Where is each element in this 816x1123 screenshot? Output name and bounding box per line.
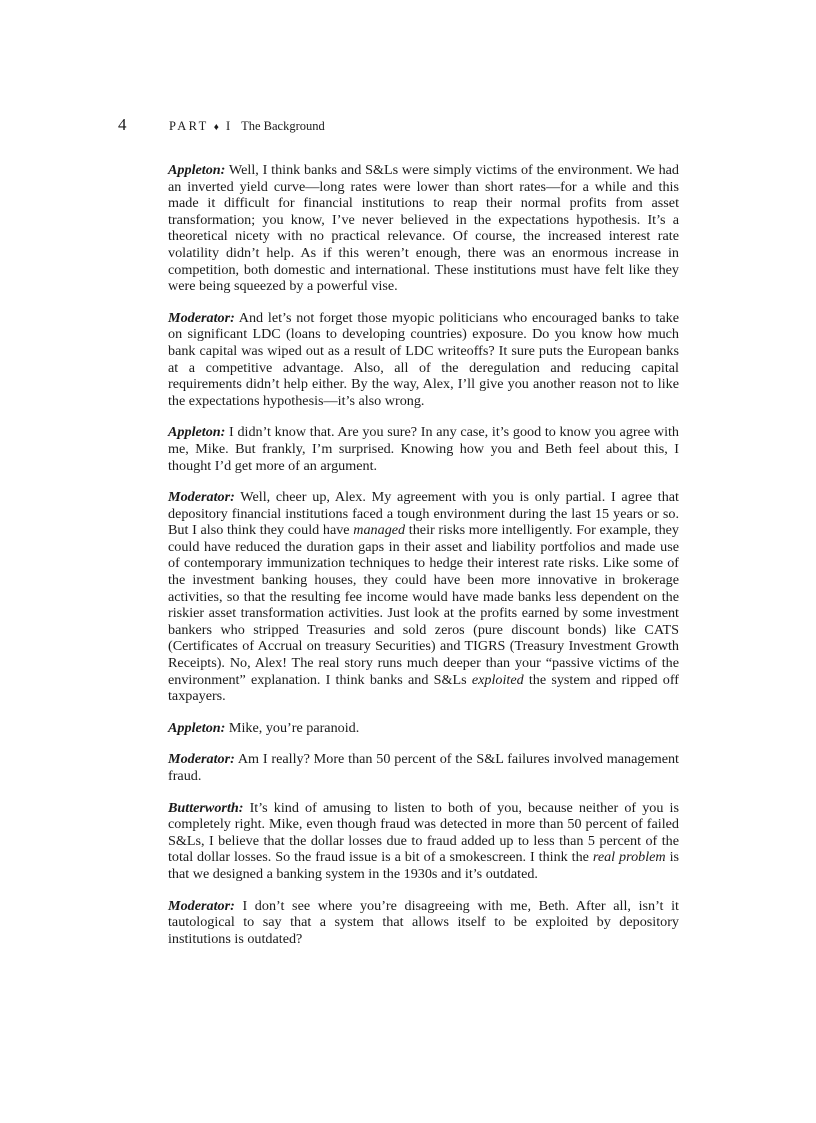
speaker-name: Appleton: [168, 424, 226, 441]
speaker-name: Butterworth: [168, 799, 244, 816]
dialogue-text: Well, cheer up, Alex. My agreement with you is only partial. I agree that depository financial institutions faced a tough environment during the last 15 years or so. But I also think they could have [168, 489, 679, 539]
dialogue-paragraph [168, 310, 679, 410]
speaker-name: Appleton: [168, 162, 226, 178]
dialogue-paragraph [168, 489, 679, 705]
speaker-name: Moderator: [168, 309, 235, 326]
dialogue-text: Am I really? More than 50 percent of the S&L failures involved management fraud. [168, 751, 679, 784]
emphasis-text: exploited [471, 671, 524, 688]
emphasis-text: real problem [592, 849, 666, 866]
speaker-name: Appleton: [168, 719, 226, 736]
speaker-name: Moderator: [168, 751, 235, 768]
dialogue-text: And let’s not forget those myopic politicians who encouraged banks to take on significant LDC (loans to developing countries) exposure. Do you know how much bank capital was wiped out as a result of LDC writeoffs? It sure puts the European banks at a competitive advantage. Also, all of the deregulation and reducing capital requirements didn’t help either. By the way, Alex, I’ll give you another reason not to like the expectations hypothesis—it’s also wrong. [168, 309, 679, 409]
dialogue-text: Mike, you’re paranoid. [225, 719, 360, 736]
dialogue-paragraph [168, 162, 679, 295]
speaker-name: Moderator: [168, 897, 235, 914]
part-number: I [226, 119, 231, 133]
dialogue-text: I don’t see where you’re disagreeing with me, Beth. After all, isn’t it tautological to say that a system that allows itself to be exploited by depository institutions is outdated? [168, 897, 679, 947]
dialogue-text: is that we designed a banking system in the 1930s and it’s outdated. [168, 849, 679, 882]
diamond-separator-icon: ♦ [213, 122, 219, 133]
page-number: 4 [118, 115, 127, 134]
part-label: PART [169, 119, 209, 133]
dialogue-text: It’s kind of amusing to listen to both of you, because neither of you is completely right. Mike, even though fraud was detected in more than 50 percent of failed S&Ls, I believe that the dollar losses due to fraud added up to less than 5 percent of the total dollar losses. So the fraud issue is a bit of a smokescreen. I think the [168, 799, 679, 866]
dialogue-text: the system and ripped off taxpayers. [168, 671, 679, 705]
running-head [169, 118, 325, 136]
dialogue-body [168, 162, 679, 962]
dialogue-paragraph [168, 751, 679, 784]
dialogue-text: I didn’t know that. Are you sure? In any case, it’s good to know you agree with me, Mike. But frankly, I’m surprised. Knowing how you and Beth feel about this, I thought I’d get more of an argument. [168, 424, 679, 474]
dialogue-text: their risks more intelligently. For example, they could have reduced the duration gaps in their asset and liability portfolios and made use of contemporary immunization techniques to hedge their interest rate risks. Like some of the investment banking houses, they could have been more innovative in brokerage activities, so that the resulting fee income would have made banks less dependent on the riskier asset transformation activities. Just look at the profits earned by some investment bankers who stripped Treasuries and sold zeros (pure discount bonds) like CATS (Certificates of Accrual on treasury Securities) and TIGRS (Treasury Investment Growth Receipts). No, Alex! The real story runs much deeper than your “passive victims of the environment” explanation. I think banks and S&Ls [168, 522, 679, 688]
dialogue-paragraph [168, 424, 679, 474]
dialogue-paragraph [168, 898, 679, 948]
dialogue-text: Well, I think banks and S&Ls were simply victims of the environment. We had an inverted yield curve—long rates were lower than short rates—for a while and this made it difficult for financial institutions to reap their normal profits from asset transformation; you know, I’ve never believed in the expectations hypothesis. It’s a theoretical nicety with no practical relevance. Of course, the increased interest rate volatility didn’t help. As if this weren’t enough, there was an enormous increase in competition, both domestic and international. These institutions must have felt like they were being squeezed by a powerful vise. [168, 162, 679, 295]
dialogue-paragraph [168, 720, 679, 737]
emphasis-text: managed [353, 522, 406, 539]
speaker-name: Moderator: [168, 489, 235, 506]
part-title: The Background [241, 119, 325, 133]
dialogue-paragraph [168, 800, 679, 883]
